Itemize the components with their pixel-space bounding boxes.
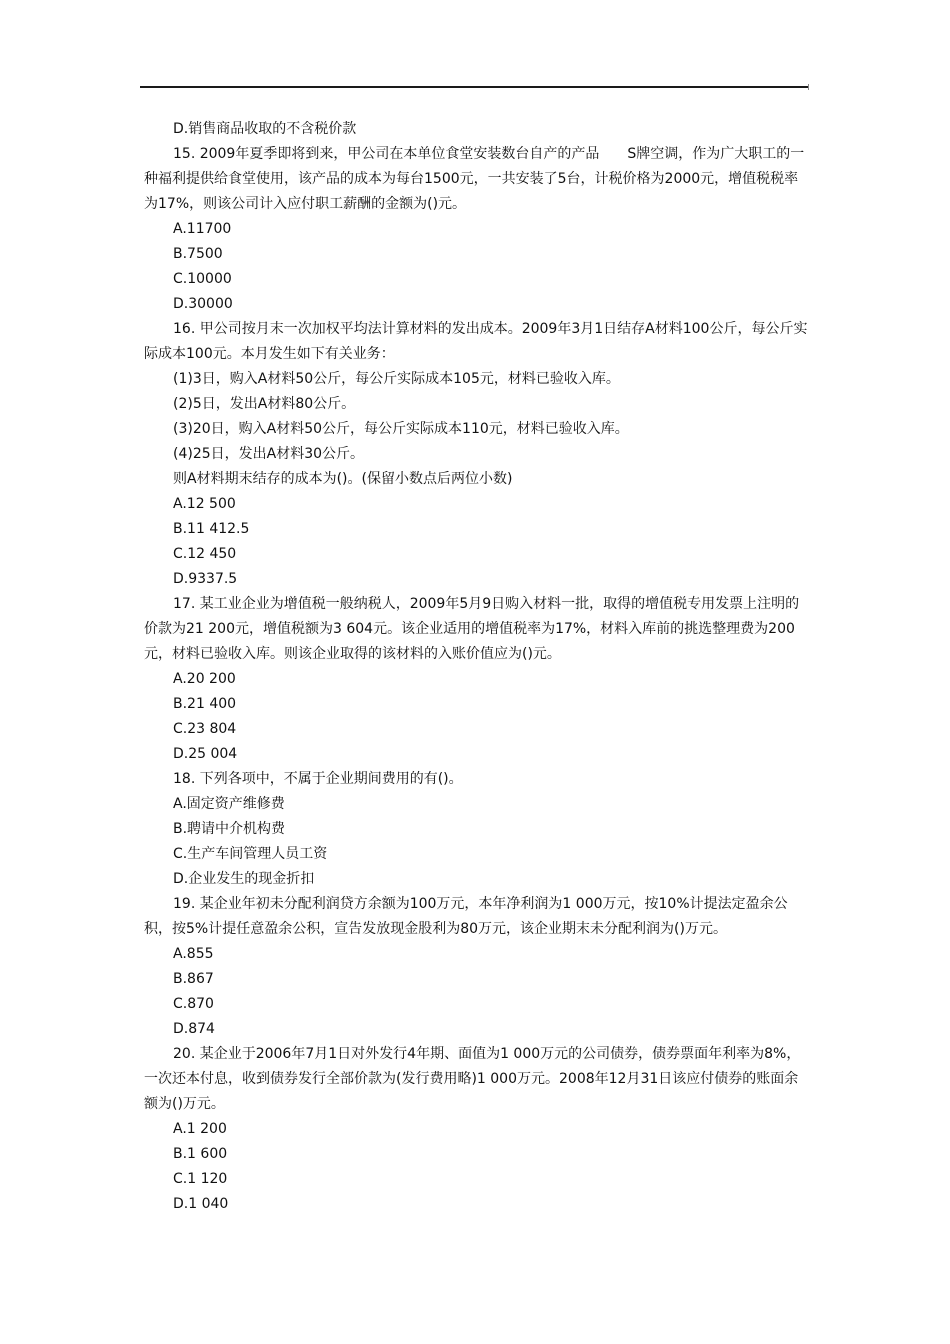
question-18: [144, 767, 810, 892]
option-b: B.21 400: [173, 696, 237, 712]
question-stem: 18. 下列各项中，不属于企业期间费用的有()。: [173, 771, 463, 787]
option-a: A.855: [173, 946, 214, 962]
document-body: [144, 117, 810, 1217]
sub-item: (2)5日，发出A材料80公斤。: [173, 396, 356, 412]
question-stem: 20. 某企业于2006年7月1日对外发行4年期、面值为1 000万元的公司债券，债券票面年利率为8%，一次还本付息，收到债券发行全部价款为(发行费用略)1 000万元。2008年12月31日该应付债券的账面余额为()万元。: [144, 1046, 801, 1112]
lead-option: D.销售商品收取的不含税价款: [173, 121, 357, 137]
option-b: B.1 600: [173, 1146, 228, 1162]
sub-item: (1)3日，购入A材料50公斤，每公斤实际成本105元，材料已验收入库。: [173, 371, 620, 387]
question-stem: 15. 2009年夏季即将到来，甲公司在本单位食堂安装数台自产的产品 S牌空调，作为广大职工的一种福利提供给食堂使用，该产品的成本为每台1500元，一共安装了5台，计税价格为2000元，增值税税率为17%，则该公司计入应付职工薪酬的金额为()元。: [144, 146, 805, 212]
sub-item: (3)20日，购入A材料50公斤，每公斤实际成本110元，材料已验收入库。: [173, 421, 629, 437]
question-19: [144, 892, 810, 1042]
option-c: C.12 450: [173, 546, 237, 562]
option-b: B.11 412.5: [173, 521, 250, 537]
question-stem: 16. 甲公司按月末一次加权平均法计算材料的发出成本。2009年3月1日结存A材料100公斤，每公斤实际成本100元。本月发生如下有关业务：: [144, 321, 808, 362]
question-16: [144, 317, 810, 592]
option-d: D.30000: [173, 296, 233, 312]
option-d: D.874: [173, 1021, 215, 1037]
question-17: [144, 592, 810, 767]
option-d: D.1 040: [173, 1196, 229, 1212]
question-20: [144, 1042, 810, 1217]
option-a: A.11700: [173, 221, 232, 237]
option-a: A.固定资产维修费: [173, 796, 285, 812]
header-rule: [140, 86, 808, 88]
sub-item: (4)25日，发出A材料30公斤。: [173, 446, 365, 462]
option-c: C.23 804: [173, 721, 237, 737]
option-a: A.12 500: [173, 496, 236, 512]
option-c: C.10000: [173, 271, 232, 287]
option-b: B.7500: [173, 246, 223, 262]
option-c: C.870: [173, 996, 214, 1012]
option-a: A.20 200: [173, 671, 236, 687]
option-c: C.1 120: [173, 1171, 228, 1187]
option-d: D.企业发生的现金折扣: [173, 871, 315, 887]
question-15: [144, 142, 810, 317]
option-b: B.聘请中介机构费: [173, 821, 286, 837]
option-d: D.9337.5: [173, 571, 238, 587]
header-rule-tick: [808, 84, 809, 90]
question-stem: 19. 某企业年初未分配利润贷方余额为100万元，本年净利润为1 000万元，按10%计提法定盈余公积，按5%计提任意盈余公积，宣告发放现金股利为80万元，该企业期末未分配利润为()万元。: [144, 896, 788, 937]
option-c: C.生产车间管理人员工资: [173, 846, 328, 862]
option-d: D.25 004: [173, 746, 238, 762]
option-b: B.867: [173, 971, 214, 987]
sub-item: 则A材料期末结存的成本为()。(保留小数点后两位小数): [173, 471, 513, 487]
option-a: A.1 200: [173, 1121, 227, 1137]
question-stem: 17. 某工业企业为增值税一般纳税人，2009年5月9日购入材料一批，取得的增值税专用发票上注明的价款为21 200元，增值税额为3 604元。该企业适用的增值税率为17%，材料入库前的挑选整理费为200元，材料已验收入库。则该企业取得的该材料的入账价值应为()元。: [144, 596, 800, 662]
